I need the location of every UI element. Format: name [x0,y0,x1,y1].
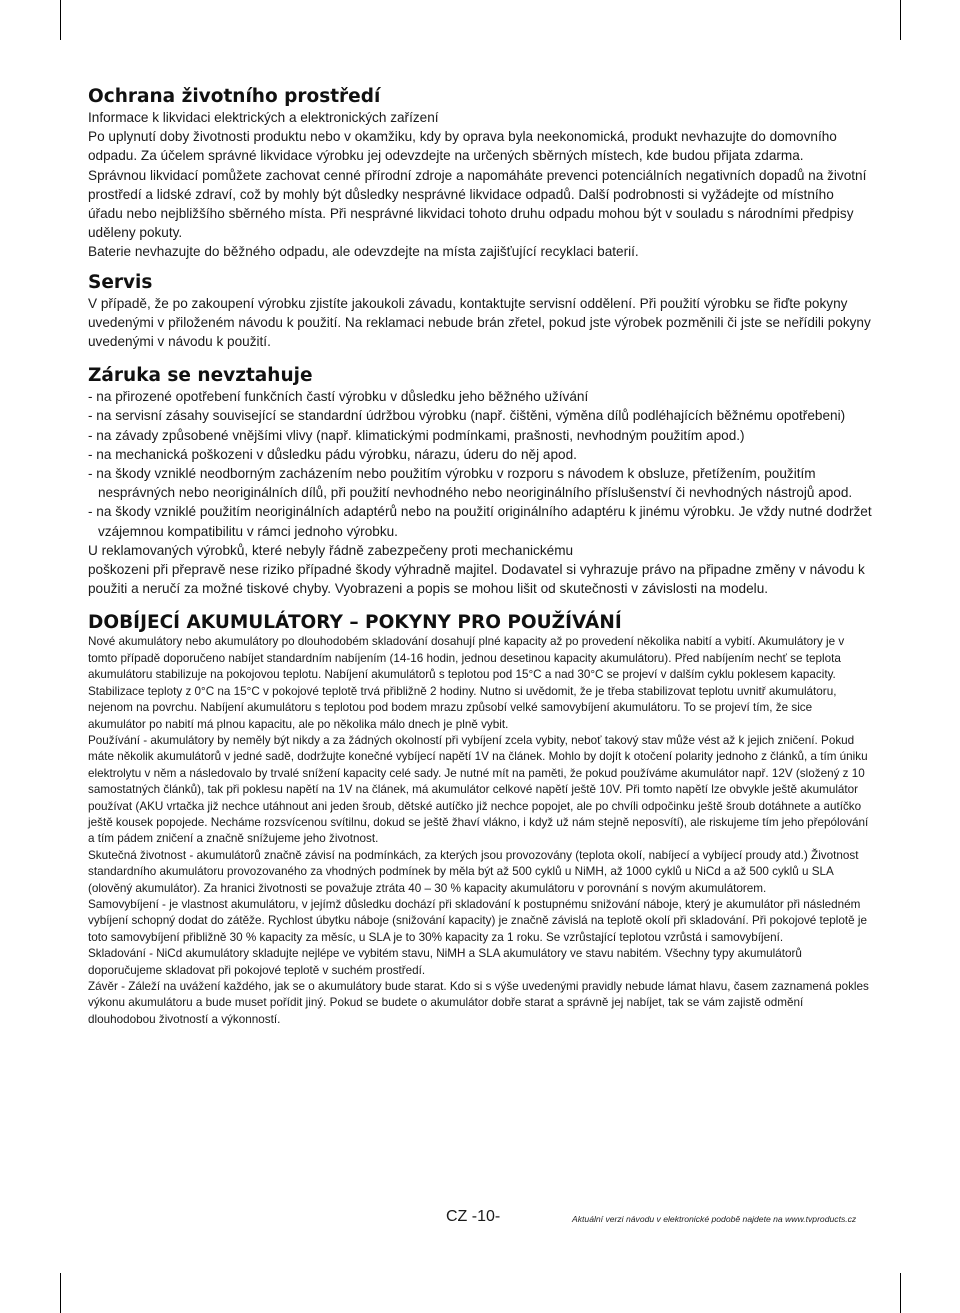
dobijeci-paragraph: Skladování - NiCd akumulátory skladujte nejlépe ve vybitém stavu, NiMH a SLA akumulátory ve stavu nabitém. Všechny typy akumulátorů doporučujeme skladovat při pokojové teplotě v suchém prostředí. [88,947,802,977]
dobijeci-paragraph: Skutečná životnost - akumulátorů značně závisí na podmínkách, za kterých jsou provozovány (teplota okolí, nabíjecí a vybíjecí proudy atd.) Životnost standardního akumulátoru provozovaného za vhodných podmínek by měla být až 500 cyklů u NiMH, až 1000 cyklů u NiCd a až 500 cyklů u SLA (olověný akumulátor). Za hranici životnosti se považuje ztráta 40 – 30 % kapacity akumulátoru v porovnání s novým akumulátorem. [88,848,859,895]
zaruka-item: - na přirozené opotřebení funkčních častí výrobku v důsledku jeho běžného užívání [88,389,589,405]
dobijeci-paragraph: Samovybíjení - je vlastnost akumulátoru, v jejímž důsledku dochází při skladování k postupnému snižování náboje, který je akumulátor při následném vybíjení schopný dodat do zátěže. Rychlost úbytku náboje (snižování kapacity) je značně závislá na teplotě okolí při skladování. Při pokojové teplotě je toto samovybíjení přibližně 30 % kapacity za měsíc, u SLA je to 30% kapacity za 1 roku. Se vzrůstající teplotou vzrůstá i samovybíjení. [88,897,867,944]
zaruka-item: - na závady způsobené vnějšími vlivy (např. klimatickými podmínkami, prašnosti, nevhodným použitím apod.) [88,427,745,443]
zaruka-paragraph: U reklamovaných výrobků, které nebyly řádně zabezpečeny proti mechanickému [88,542,574,558]
zaruka-item: - na škody vzniklé použitím neoriginálních adaptérů nebo na použití originálního adaptéru k jinému výrobku. Je vždy nutné dodržet vzájemnou kompatibilitu v rámci jednoho výrobku. [88,504,872,539]
footer-note: Aktuální verzi návodu v elektronické podobě najdete na www.tvproducts.cz [572,1214,857,1224]
dobijeci-section [88,612,872,1028]
servis-section [88,272,872,352]
dobijeci-paragraph: Závěr - Záleží na uvážení každého, jak se o akumulátory bude starat. Kdo si s výše uvedenými pravidly nebude lámat hlavu, časem zaznamená pokles výkonu akumulátoru a bude muset pořídit jiný. Pokud se budete o akumulátor dobře starat a správně jej nabíjet, tak se vám zajistě odmění dlouhodobou životností a výkonností. [88,980,869,1026]
crop-mark [900,0,901,40]
env-subtitle: Informace k likvidaci elektrických a elektronických zařízení [88,110,439,125]
zaruka-paragraph: poškozeni při přepravě nese riziko případné škody výhradně majitel. Dodavatel si vyhrazuje právo na připadne změny v návodu k použiti a neručí za možné tiskové chyby. Vyobrazeni a popis se mohou lišit od skutečnosti v závislosti na modelu. [88,562,865,597]
crop-mark [60,1273,61,1313]
dobijeci-heading: DOBÍJECÍ AKUMULÁTORY – POKYNY PRO POUŽÍVÁNÍ [88,612,622,634]
zaruka-heading: Záruka se nevztahuje [88,365,313,387]
zaruka-item: - na servisní zásahy související se standardní údržbou výrobku (např. čištěni, výměna dílů podléhajících běžnému opotřebeni) [88,408,846,424]
env-paragraph: Baterie nevhazujte do běžného odpadu, ale odevzdejte na místa zajišťující recyklaci baterií. [88,244,639,260]
env-heading: Ochrana životního prostředí [88,86,381,107]
zaruka-section [88,365,872,598]
dobijeci-paragraph: Používání - akumulátory by neměly být nikdy a za žádných okolností při vybíjení zcela vybity, neboť takový stav může vést až k jejich zničení. Pokud máte několik akumulátorů v jedné sadě, dodržujte konečné vybíjecí napětí 1V na článek. Mohlo by dojít k otočení polarity jednoho z článků, a tím úniku elektrolytu v něm a následovalo by trvalé snížení kapacity celé sady. Je nutné mít na paměti, že pokud používáme akumulátor např. 12V (složený z 10 samostatných článků), tak při poklesu napětí na 1V na článek, má akumulátor celkové napětí ještě 10V. Při tomto napětí lze obvykle ještě akumulátor používat (AKU vrtačka již nechce utáhnout ani jeden šroub, dětské autíčko již nechce popojet, ale po chvíli odpočinku ještě šroub dotáhnete a autíčko ještě kousek popojede. Necháme rozsvícenou svítilnu, dokud se ještě žhaví vlákno, i když už nám stejně neposvítí), ale riskujeme tím jeho přepólování a tím pádem zničení a značně snížujeme jeho životnost. [88,733,869,846]
env-paragraph: Správnou likvidací pomůžete zachovat cenné přírodní zdroje a napomáháte prevenci potenciálních negativních dopadů na životní prostředí a lidské zdraví, což by mohly být důsledky nesprávné likvidace odpadů. Další podrobnosti si vyžádejte od místního úřadu nebo nejbližšího sběrného místa. Při nesprávné likvidaci tohoto druhu odpadu mohou být v souladu s národními předpisy uděleny pokuty. [88,167,867,241]
zaruka-item: - na škody vzniklé neodborným zacházením nebo použitím výrobku v rozporu s návodem k obsluze, přetížením, použitím nesprávných nebo neoriginálních dílů, při použití nevhodného nebo neoriginálního příslušenství či nevhodných nástrojů apod. [88,466,853,501]
page-number: CZ -10- [446,1208,501,1225]
env-section [88,86,872,262]
servis-heading: Servis [88,271,153,293]
env-paragraph: Po uplynutí doby životnosti produktu nebo v okamžiku, kdy by oprava byla neekonomická, produkt nevhazujte do domovního odpadu. Za účelem správné likvidace výrobku jej odevzdejte na určených sběrných místech, kde budou přijata zdarma. [88,129,837,164]
crop-mark [900,1273,901,1313]
dobijeci-paragraph: Nové akumulátory nebo akumulátory po dlouhodobém skladování dosahují plné kapacity až po provedení několika nabití a vybití. Akumulátory je v tomto případě doporučeno nabíjet standardním nabíjením (14-16 hodin, jednou desetinou kapacity akumulátoru). Před nabíjením nechť se teplota akumulátoru stabilizuje na pokojovou teplotu. Nabíjení akumulátorů s teplotou pod 15°C a nad 30°C se projeví v dalším cyklu poklesem kapacity. Stabilizace teploty z 0°C na 15°C v pokojové teplotě trvá přibližně 2 hodiny. Nutno si uvědomit, že je třeba stabilizovat teplotu uvnitř akumulátoru, nejenom na povrchu. Nabíjení akumulátoru s teplotou pod bodem mrazu způsobí velké samovybíjení akumulátoru. To se projeví tím, že sice akumulátor po nabití má plnou kapacitu, ale po několika málo dnech je plně vybit. [88,635,845,731]
zaruka-item: - na mechanická poškozeni v důsledku pádu výrobku, nárazu, úderu do něj apod. [88,446,577,462]
crop-mark [60,0,61,40]
document-body [88,86,872,1028]
servis-paragraph: V případě, že po zakoupení výrobku zjistíte jakoukoli závadu, kontaktujte servisní oddělení. Při použití výrobku se řiďte pokyny uvedenými v přiloženém návodu k použití. Na reklamaci nebude brán zřetel, pokud jste výrobek pozměnili či jste se neřídili pokyny uvedenými v návodu k použití. [88,295,871,350]
